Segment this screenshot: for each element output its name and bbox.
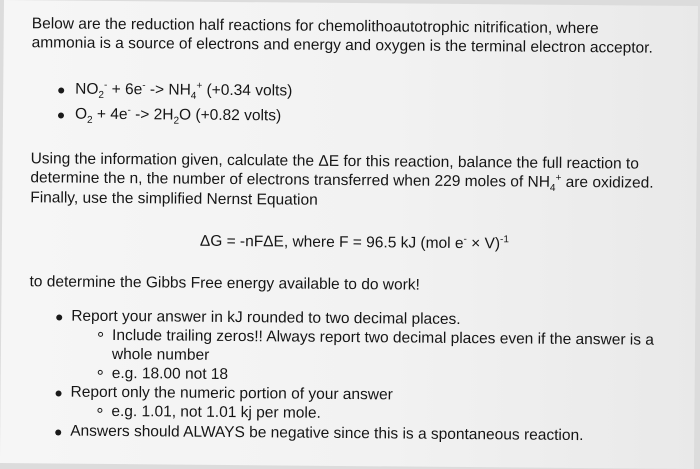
circle-bullet-icon	[98, 370, 103, 375]
instruction-2-sub-1: e.g. 1.01, not 1.01 kj per mole.	[111, 402, 321, 422]
instruction-1: Report your answer in kJ rounded to two decimal places.	[71, 307, 461, 328]
instruction-1-sub-1-cont: whole number	[111, 345, 210, 364]
instruction-1-sub-2: e.g. 18.00 not 18	[111, 364, 229, 383]
circle-bullet-icon	[98, 332, 103, 337]
bullet-icon	[55, 429, 61, 435]
question-line-2: determine the n, the number of electrons transferred when 229 moles of $NH_4^+$ are oxidized.	[30, 169, 654, 194]
intro-line-1: Below are the reduction half reactions for chemolithoautotrophic nitrification, where	[31, 15, 599, 38]
circle-bullet-icon	[97, 408, 102, 413]
bullet-icon	[56, 314, 62, 320]
question-line-1: Using the information given, calculate the ΔE for this reaction, balance the full reaction to	[30, 150, 639, 173]
intro-line-2: ammonia is a source of electrons and energy and oxygen is the terminal electron acceptor.	[31, 34, 653, 57]
instruction-2: Report only the numeric portion of your answer	[70, 383, 393, 404]
outro-line: to determine the Gibbs Free energy available to do work!	[29, 273, 420, 294]
bullet-icon	[58, 112, 64, 118]
instruction-3: Answers should ALWAYS be negative since this is a spontaneous reaction.	[70, 422, 584, 445]
reaction-2: $O_2 + 4e^- -> 2H_2O$ (+0.82 volts)	[74, 104, 282, 127]
bullet-icon	[58, 87, 64, 93]
bullet-icon	[56, 390, 62, 396]
nernst-equation: ΔG = -nFΔE, where F = 96.5 kJ (mol e- × V)$^{-1}$	[199, 232, 510, 253]
question-line-3: Finally, use the simplified Nernst Equation	[30, 189, 318, 209]
reaction-1: $NO_2^- + 6e^- -> NH_4^+$ (+0.34 volts)	[75, 79, 293, 102]
instruction-1-sub-1: Include trailing zeros!! Always report two decimal places even if the answer is a	[112, 326, 655, 349]
